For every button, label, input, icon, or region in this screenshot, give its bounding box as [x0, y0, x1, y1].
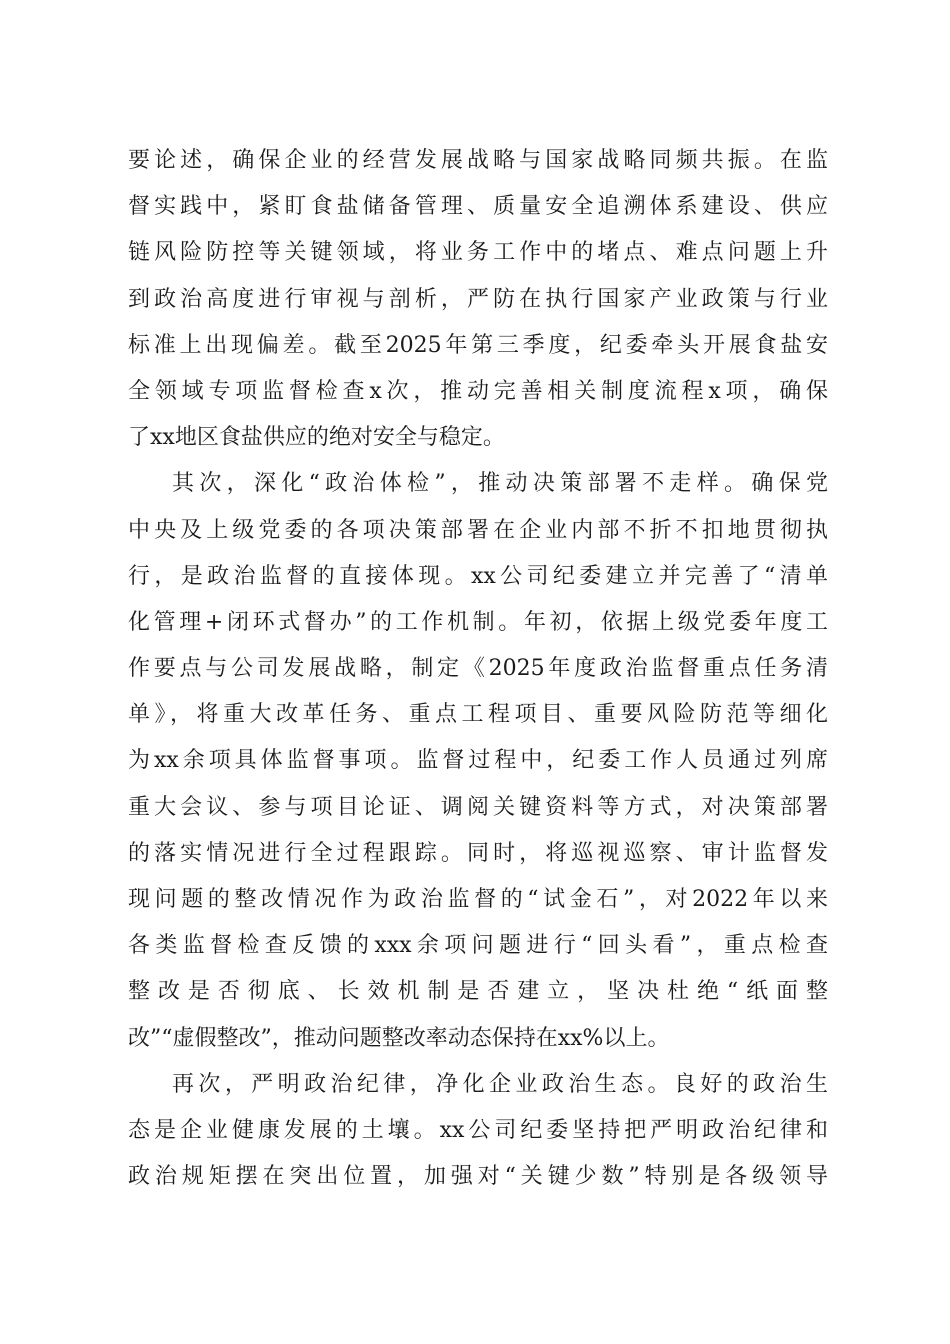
text-line: 态是企业健康发展的土壤。xx公司纪委坚持把严明政治纪律和	[128, 1117, 828, 1143]
text-line: 改”“虚假整改”，推动问题整改率动态保持在xx%以上。	[128, 1025, 670, 1051]
text-line: 为xx余项具体监督事项。监督过程中，纪委工作人员通过列席	[128, 748, 828, 774]
text-line: 其次，深化“政治体检”，推动决策部署不走样。确保党	[172, 471, 828, 497]
text-line: 全领域专项监督检查x次，推动完善相关制度流程x项，确保	[128, 378, 828, 404]
text-line: 行，是政治监督的直接体现。xx公司纪委建立并完善了“清单	[128, 563, 828, 589]
text-line: 再次，严明政治纪律，净化企业政治生态。良好的政治生	[172, 1071, 828, 1097]
text-line: 了xx地区食盐供应的绝对安全与稳定。	[128, 425, 505, 451]
text-line: 中央及上级党委的各项决策部署在企业内部不折不扣地贯彻执	[128, 517, 828, 543]
text-line: 的落实情况进行全过程跟踪。同时，将巡视巡察、审计监督发	[128, 840, 828, 866]
text-line: 政治规矩摆在突出位置，加强对“关键少数”特别是各级领导	[128, 1164, 828, 1190]
paragraph-1	[128, 138, 828, 461]
text-line: 作要点与公司发展战略，制定《2025年度政治监督重点任务清	[128, 656, 828, 682]
paragraph-2	[128, 461, 828, 1061]
text-line: 单》，将重大改革任务、重点工程项目、重要风险防范等细化	[128, 702, 828, 728]
text-line: 各类监督检查反馈的xxx余项问题进行“回头看”，重点检查	[128, 933, 828, 959]
paragraph-3	[128, 1062, 828, 1201]
text-line: 到政治高度进行审视与剖析，严防在执行国家产业政策与行业	[128, 286, 828, 312]
text-line: 整改是否彻底、长效机制是否建立，坚决杜绝“纸面整	[128, 979, 828, 1005]
text-line: 督实践中，紧盯食盐储备管理、质量安全追溯体系建设、供应	[128, 194, 828, 220]
text-line: 化管理+闭环式督办”的工作机制。年初，依据上级党委年度工	[128, 609, 828, 635]
text-line: 重大会议、参与项目论证、调阅关键资料等方式，对决策部署	[128, 794, 828, 820]
text-line: 现问题的整改情况作为政治监督的“试金石”，对2022年以来	[128, 887, 828, 912]
text-line: 标准上出现偏差。截至2025年第三季度，纪委牵头开展食盐安	[128, 332, 828, 358]
text-line: 要论述，确保企业的经营发展战略与国家战略同频共振。在监	[128, 148, 828, 173]
text-line: 链风险防控等关键领域，将业务工作中的堵点、难点问题上升	[128, 240, 828, 266]
document-body	[128, 138, 828, 1200]
